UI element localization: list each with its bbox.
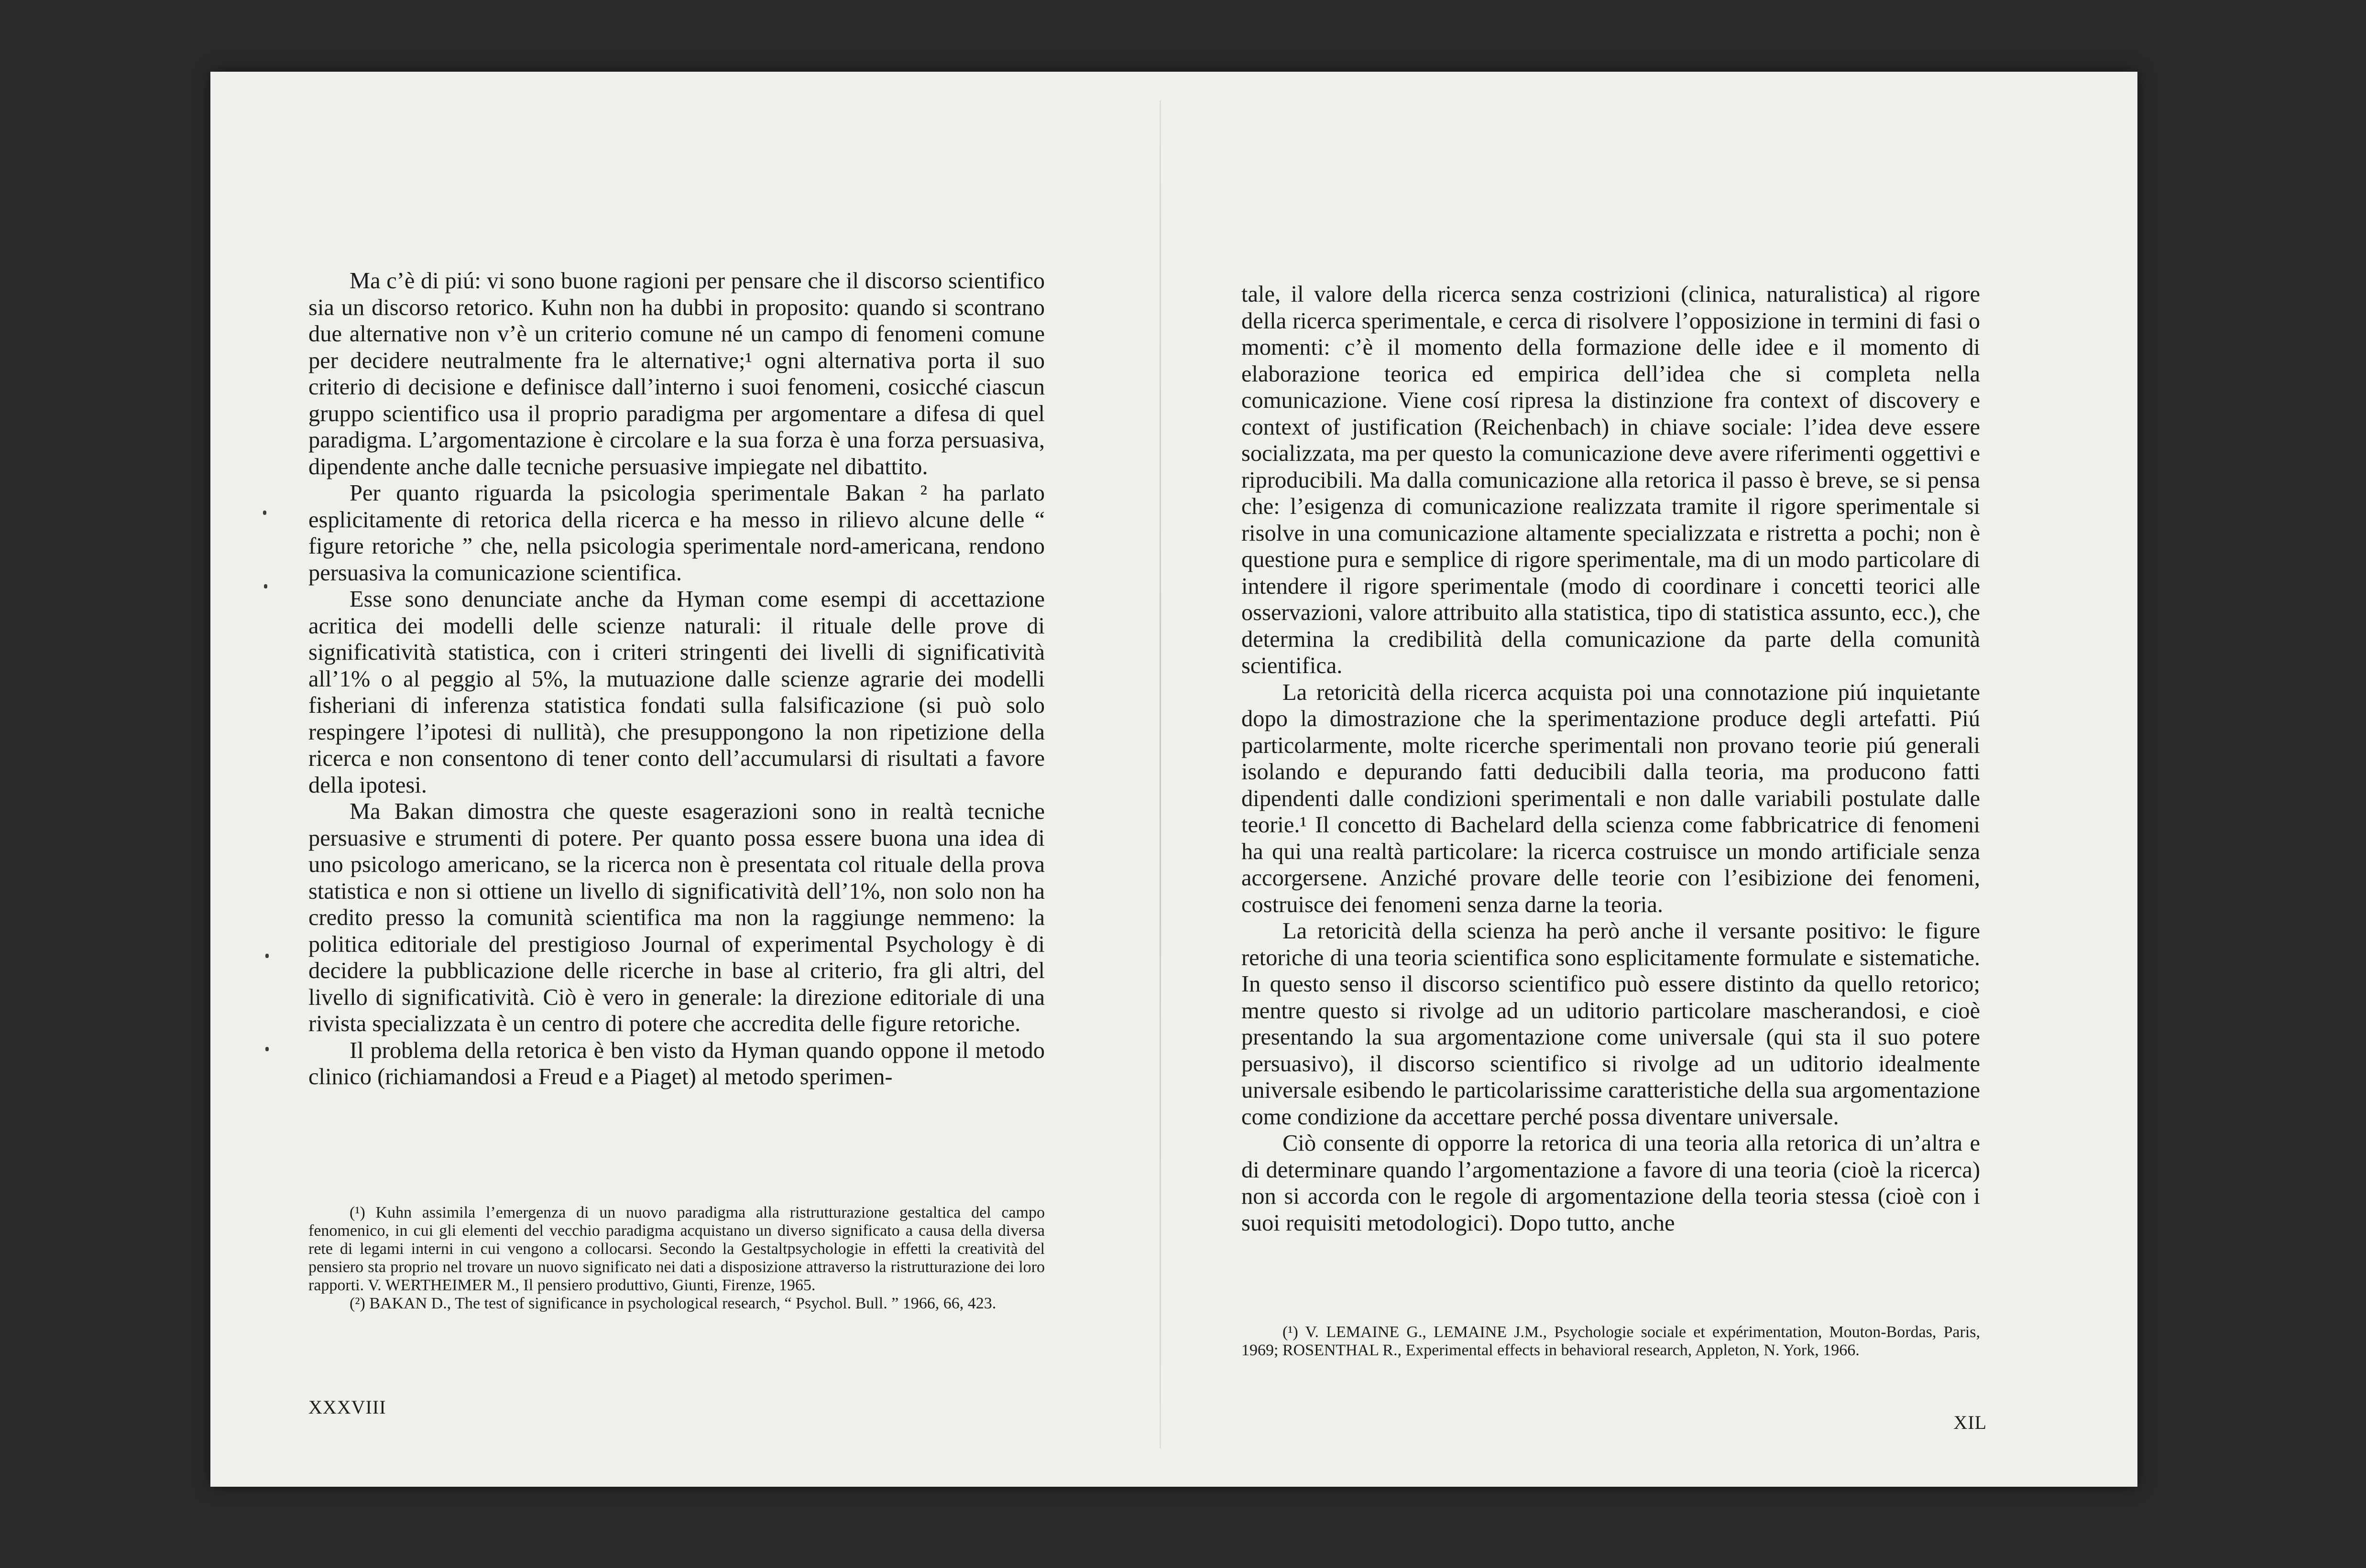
paragraph: Ma c’è di piú: vi sono buone ragioni per pensare che il discorso scientifico sia un discorso retorico. Kuhn non ha dubbi in proposito: quando si scontrano due alternative non v’è un criterio comune né un campo di fenomeni comune per decidere neutralmente fra le alternative;¹ ogni alternativa porta il suo criterio di decisione e definisce dall’interno i suoi fenomeni, cosicché ciascun gruppo scientifico usa il proprio paradigma per argomentare a difesa di quel paradigma. L’argomentazione è circolare e la sua forza è una forza persuasiva, dipendente anche dalle tecniche persuasive impiegate nel dibattito. — [308, 268, 1045, 479]
left-page — [210, 72, 1160, 1487]
paragraph: Il problema della retorica è ben visto da Hyman quando oppone il metodo clinico (richiamandosi a Freud e a Piaget) al metodo sperimen- — [308, 1037, 1045, 1089]
paragraph: La retoricità della scienza ha però anche il versante positivo: le figure retoriche di una teoria scientifica sono esplicitamente formulate e sistematiche. In questo senso il discorso scientifico può essere distinto da quello retorico; mentre questo si rivolge ad un uditorio particolare mascherandosi, e cioè presentando la sua argomentazione come universale (qui sta il suo potere persuasivo), il discorso scientifico si rivolge ad un uditorio idealmente universale esibendo le particolarissime caratteristiche della sua argomentazione come condizione da accettare perché possa diventare universale. — [1241, 918, 1980, 1130]
paragraph: Esse sono denunciate anche da Hyman come esempi di accettazione acritica dei modelli delle scienze naturali: il rituale delle prove di significatività statistica, con i criteri stringenti dei livelli di significatività all’1% o al peggio al 5%, la mutuazione dalle scienze agrarie dei modelli fisheriani di inferenza statistica fondati sulla falsificazione (si può solo respingere l’ipotesi di nullità), che presuppongono la non ripetizione della ricerca e non consentono di tener conto dell’accumularsi di risultati a favore della ipotesi. — [308, 587, 1045, 798]
paragraph: tale, il valore della ricerca senza costrizioni (clinica, naturalistica) al rigore della ricerca sperimentale, e cerca di risolvere l’opposizione in termini di fasi o momenti: c’è il momento della formazione delle idee e il momento di elaborazione teorica ed empirica dell’idea che si completa nella comunicazione. Viene cosí ripresa la distinzione fra context of discovery e context of justification (Reichenbach) in chiave sociale: l’idea deve essere socializzata, ma per questo la comunicazione deve avere riferimenti oggettivi e riproducibili. Ma dalla comunicazione alla retorica il passo è breve, se si pensa che: l’esigenza di comunicazione realizzata tramite il rigore sperimentale si risolve in una comunicazione altamente specializzata e ristretta a pochi; non è questione pura e semplice di rigore sperimentale, ma di un modo particolare di intendere il rigore sperimentale (modo di coordinare i concetti teorici alle osservazioni, valore attribuito alla statistica, tipo di statistica assunto, ecc.), che determina la credibilità della comunicazione da parte della comunità scientifica. — [1241, 282, 1980, 678]
scanned-sheet — [210, 72, 2137, 1487]
paragraph: Ma Bakan dimostra che queste esagerazioni sono in realtà tecniche persuasive e strumenti di potere. Per quanto possa essere buona una idea di uno psicologo americano, se la ricerca non è presentata col rituale della prova statistica e non si ottiene un livello di significatività dell’1%, non solo non ha credito presso la comunità scientifica ma non la raggiunge nemmeno: la politica editoriale del prestigioso Journal of experimental Psychology è di decidere la pubblicazione delle ricerche in base al criterio, fra gli altri, del livello di significatività. Ciò è vero in generale: la direzione editoriale di una rivista specializzata è un centro di potere che accredita delle figure retoriche. — [308, 799, 1045, 1036]
footnote: (¹) Kuhn assimila l’emergenza di un nuovo paradigma alla ristrutturazione gestaltica del campo fenomenico, in cui gli elementi del vecchio paradigma acquistano un diverso significato a causa della diversa rete di legami interni in cui vengono a collocarsi. Secondo la Gestaltpsychologie in effetti la creatività del pensiero sta proprio nel trovare un nuovo significato nei dati a disposizione attraverso la ristrutturazione dei loro rapporti. V. WERTHEIMER M., Il pensiero produttivo, Giunti, Firenze, 1965. — [308, 1204, 1045, 1294]
right-footnotes — [1241, 1323, 1980, 1360]
paragraph: Per quanto riguarda la psicologia sperimentale Bakan ² ha parlato esplicitamente di retorica della ricerca e ha messo in rilievo alcune delle “ figure retoriche ” che, nella psicologia sperimentale nord-americana, rendono persuasiva la comunicazione scientifica. — [308, 480, 1045, 586]
left-footnotes — [308, 1204, 1045, 1313]
page-number: XIL — [1953, 1412, 1987, 1433]
right-body-text — [1241, 281, 1980, 1236]
footnote: (¹) V. LEMAINE G., LEMAINE J.M., Psychologie sociale et expérimentation, Mouton-Bordas, Paris, 1969; ROSENTHAL R., Experimental effects in behavioral research, Appleton, N. York, 1966. — [1241, 1323, 1980, 1359]
page-number: XXXVIII — [308, 1396, 386, 1418]
right-page — [1161, 72, 2137, 1487]
footnote: (²) BAKAN D., The test of significance in psychological research, “ Psychol. Bull. ” 1966, 66, 423. — [350, 1295, 997, 1312]
paragraph: Ciò consente di opporre la retorica di una teoria alla retorica di un’altra e di determinare quando l’argomentazione a favore di una teoria (cioè la ricerca) non si accorda con le regole di argomentazione della teoria stessa (cioè con i suoi requisiti metodologici). Dopo tutto, anche — [1241, 1131, 1980, 1236]
paragraph: La retoricità della ricerca acquista poi una connotazione piú inquietante dopo la dimostrazione che la sperimentazione produce degli artefatti. Piú particolarmente, molte ricerche sperimentali non provano teorie piú generali isolando e depurando fatti deducibili dalla teoria, ma producono fatti dipendenti dalle condizioni sperimentali e non dalle variabili postulate dalle teorie.¹ Il concetto di Bachelard della scienza come fabbricatrice di fenomeni ha qui una realtà particolare: la ricerca costruisce un mondo artificiale senza accorgersene. Anziché provare delle teorie con l’esibizione dei fenomeni, costruisce dei fenomeni senza darne la teoria. — [1241, 679, 1980, 917]
left-body-text — [308, 268, 1045, 1090]
